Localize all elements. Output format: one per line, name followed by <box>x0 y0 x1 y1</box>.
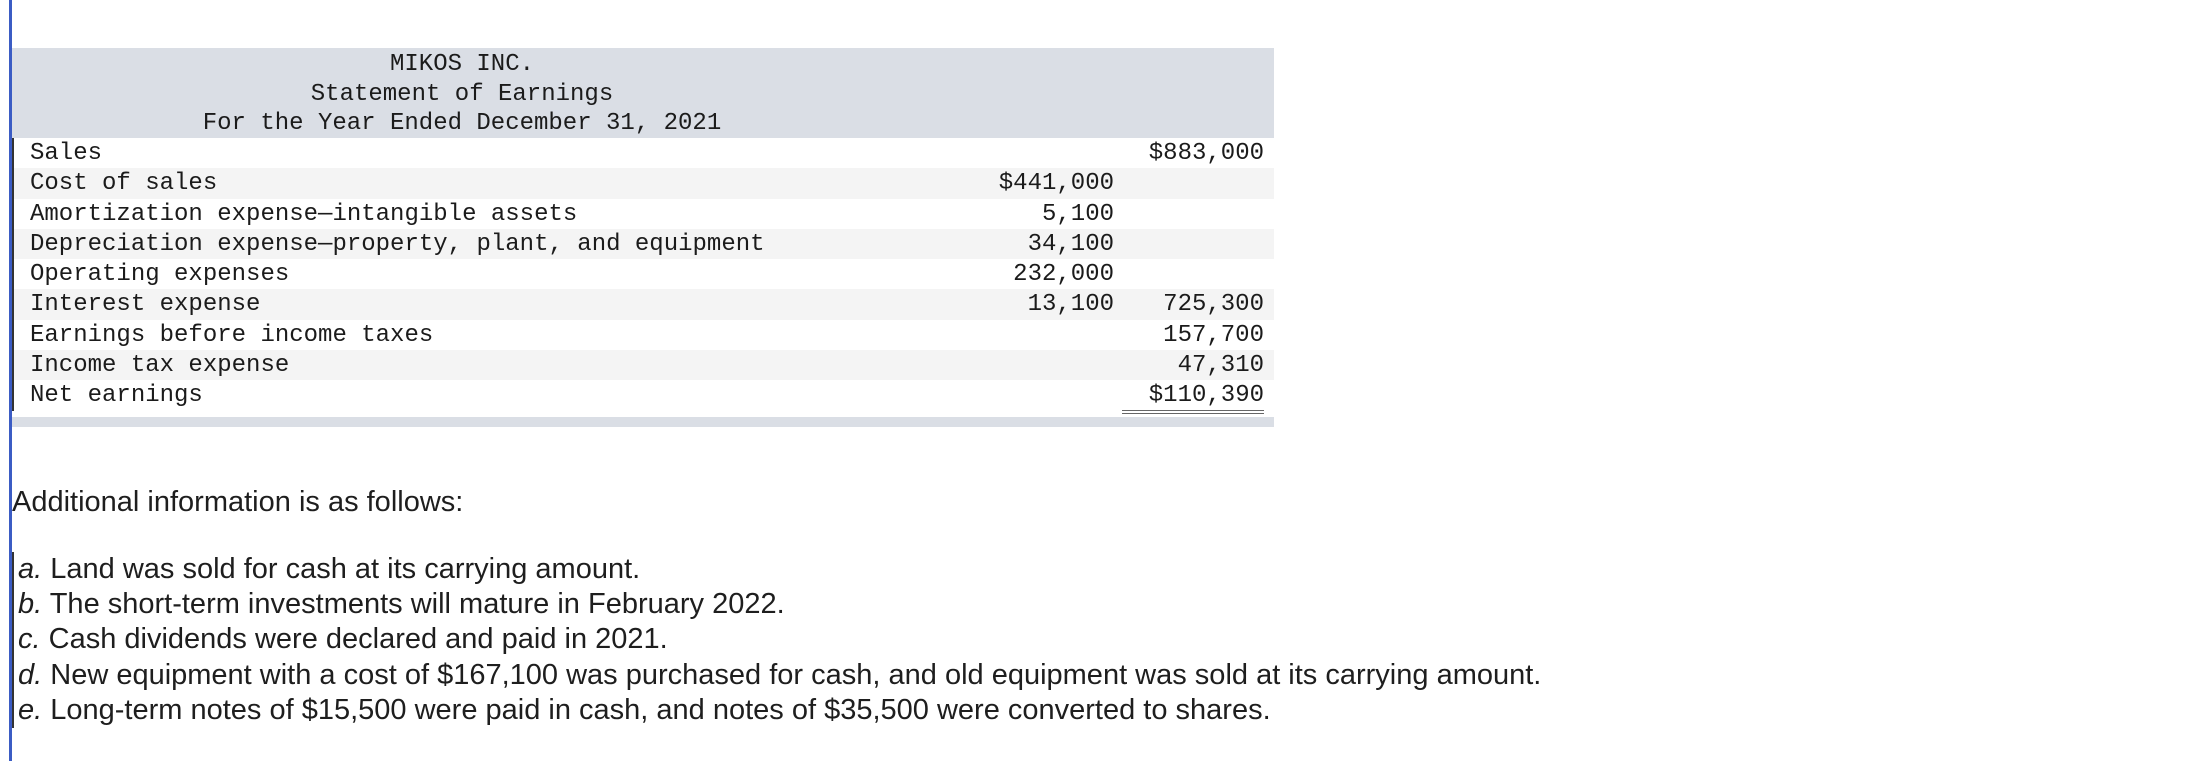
note-item <box>12 622 1541 657</box>
row-col1: 5,100 <box>1041 200 1114 228</box>
row-col2: 47,310 <box>1122 352 1264 379</box>
row-interest-expense <box>12 289 1274 319</box>
row-sales <box>12 138 1274 168</box>
row-bar <box>12 168 14 198</box>
additional-info-heading: Additional information is as follows: <box>12 486 464 518</box>
company-name: MIKOS INC. <box>389 51 535 78</box>
statement-footer <box>12 417 1274 427</box>
row-label: Sales <box>30 140 103 167</box>
row-label: Net earnings <box>30 382 203 410</box>
statement-title: Statement of Earnings <box>310 81 614 108</box>
statement-period: For the Year Ended December 31, 2021 <box>202 110 722 137</box>
row-col1: $441,000 <box>998 170 1114 198</box>
note-text: Cash dividends were declared and paid in 2021. <box>40 623 668 656</box>
row-bar <box>12 289 14 319</box>
row-bar <box>12 199 14 229</box>
row-col1: 34,100 <box>1027 230 1114 258</box>
statement-header <box>12 48 1274 138</box>
row-label: Earnings before income taxes <box>30 321 434 349</box>
statement-rows <box>12 138 1274 411</box>
row-bar <box>12 380 14 410</box>
row-label: Income tax expense <box>30 352 290 380</box>
note-letter: a. <box>18 553 43 585</box>
row-bar <box>12 138 14 168</box>
row-col2: 157,700 <box>1163 321 1264 349</box>
row-label: Amortization expense—intangible assets <box>30 200 578 228</box>
note-item <box>12 552 1541 587</box>
note-letter: b. <box>18 588 43 621</box>
row-bar <box>12 350 14 380</box>
note-text: Long-term notes of $15,500 were paid in cash, and notes of $35,500 were converted to shares. <box>42 693 1271 726</box>
note-text: Land was sold for cash at its carrying amount. <box>42 553 641 585</box>
row-earnings-before-taxes <box>12 320 1274 350</box>
row-col2: $110,390 <box>1122 382 1264 414</box>
note-letter: d. <box>18 658 43 691</box>
row-label: Operating expenses <box>30 261 290 289</box>
row-col1: 232,000 <box>1013 261 1114 289</box>
row-bar <box>12 229 14 259</box>
note-item <box>12 587 1541 622</box>
row-col2: $883,000 <box>1148 140 1264 167</box>
row-cost-of-sales <box>12 168 1274 198</box>
note-item <box>12 658 1541 693</box>
note-letter: e. <box>18 693 43 726</box>
row-label: Depreciation expense—property, plant, and equipment <box>30 230 765 258</box>
row-bar <box>12 320 14 350</box>
row-label: Interest expense <box>30 291 261 319</box>
row-bar <box>12 259 14 289</box>
note-text: The short-term investments will mature in February 2022. <box>42 588 785 621</box>
note-text: New equipment with a cost of $167,100 was purchased for cash, and old equipment was sold at its carrying amount. <box>42 658 1542 691</box>
row-amortization <box>12 199 1274 229</box>
row-net-earnings <box>12 380 1274 410</box>
note-item <box>12 693 1541 728</box>
notes-list <box>12 552 1541 728</box>
note-letter: c. <box>18 623 41 656</box>
earnings-statement <box>12 48 1274 427</box>
row-col2: 725,300 <box>1122 291 1264 318</box>
row-col1: 13,100 <box>972 291 1114 318</box>
row-label: Cost of sales <box>30 170 218 198</box>
row-depreciation <box>12 229 1274 259</box>
row-income-tax <box>12 350 1274 380</box>
row-operating-expenses <box>12 259 1274 289</box>
